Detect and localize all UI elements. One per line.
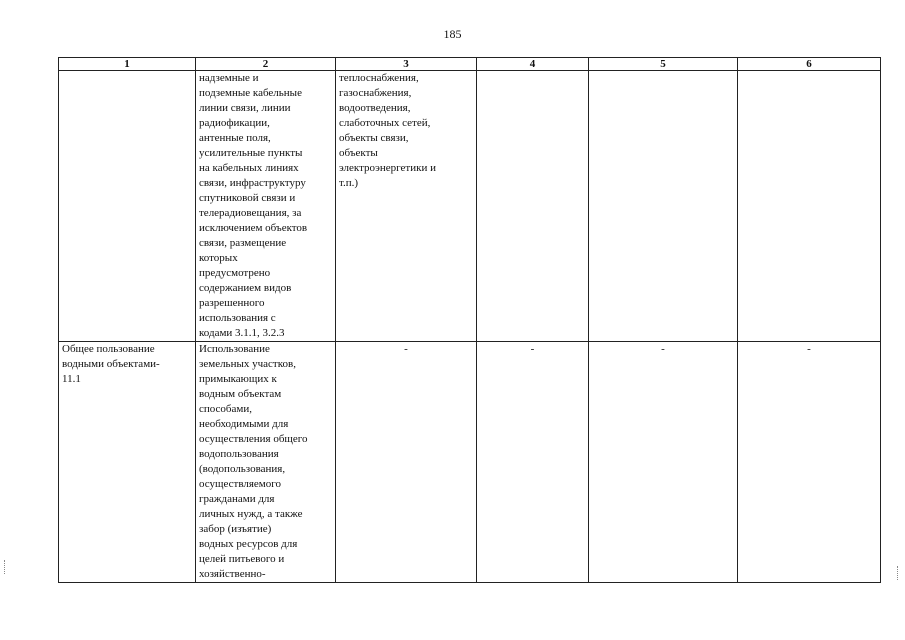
scan-edge-mark-left (4, 560, 7, 574)
column-header-5: 5 (589, 58, 738, 71)
column-header-1: 1 (59, 58, 196, 71)
table-row (59, 342, 881, 583)
cell-col6 (738, 71, 881, 342)
column-header-4: 4 (477, 58, 589, 71)
cell-col5: - (589, 342, 738, 583)
column-header-2: 2 (196, 58, 336, 71)
cell-use-description: Использование земельных участков, примыкающих к водным объектам способами, необходимыми для осуществления общего водопользования (водопользования, осуществляемого гражданами для личных нужд, а также забор (изъятие) водных ресурсов для целей питьевого и хозяйственно- (196, 342, 336, 583)
cell-col6: - (738, 342, 881, 583)
cell-col3: - (336, 342, 477, 583)
cell-use-name: Общее пользование водными объектами- 11.1 (59, 342, 196, 583)
header-row (59, 58, 881, 71)
cell-use-description: надземные и подземные кабельные линии связи, линии радиофикации, антенные поля, усилительные пункты на кабельных линиях связи, инфраструктуру спутниковой связи и телерадиовещания, за исключением объектов связи, размещение которых предусмотрено содержанием видов разрешенного использования с кодами 3.1.1, 3.2.3 (196, 71, 336, 342)
scan-edge-mark-right (897, 566, 900, 580)
zoning-table (58, 57, 881, 583)
column-header-6: 6 (738, 58, 881, 71)
cell-use-name (59, 71, 196, 342)
cell-col5 (589, 71, 738, 342)
table-row (59, 71, 881, 342)
cell-col4: - (477, 342, 589, 583)
cell-col4 (477, 71, 589, 342)
cell-col3: теплоснабжения, газоснабжения, водоотведения, слаботочных сетей, объекты связи, объекты электроэнергетики и т.п.) (336, 71, 477, 342)
column-header-3: 3 (336, 58, 477, 71)
page-number: 185 (443, 27, 462, 41)
